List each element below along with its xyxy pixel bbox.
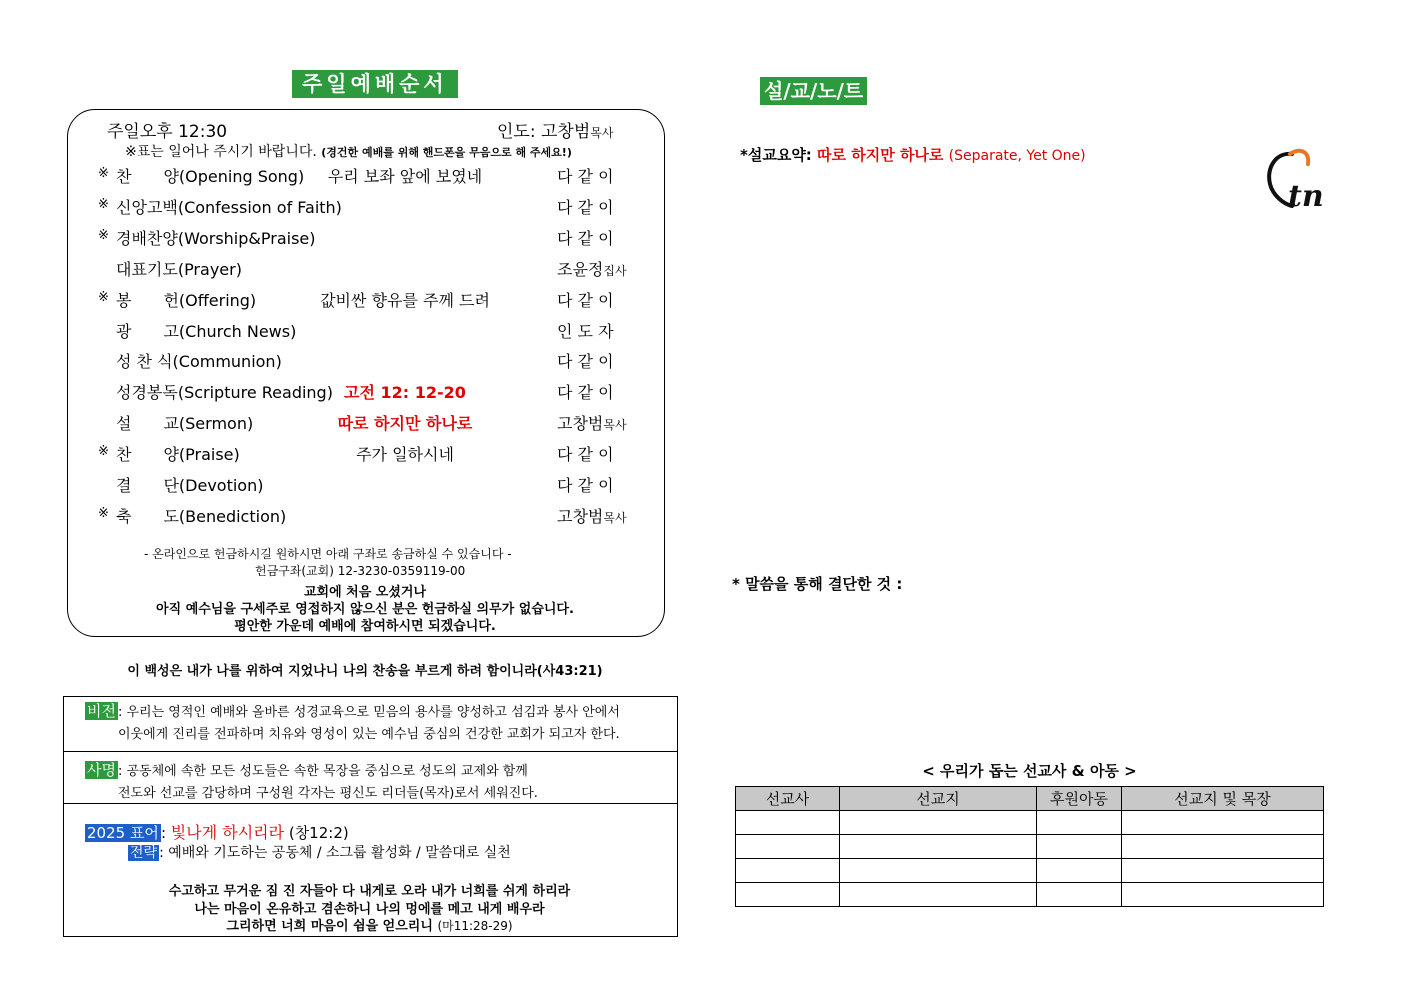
- leader-name: 다 같 이: [557, 198, 614, 217]
- table-header-cell: 후원아동: [1037, 787, 1122, 811]
- leader-name: 고창범: [540, 122, 591, 142]
- sermon-note-title: 설/교/노/트: [760, 77, 867, 105]
- order-item-name: 경배찬양(Worship&Praise): [116, 229, 316, 248]
- svg-text:tn: tn: [1288, 179, 1324, 214]
- stand-notice: [125, 141, 572, 161]
- vision-text-1: : 우리는 영적인 예배와 올바른 성경교육으로 믿음의 용사를 양성하고 섬김과 봉사 안에서: [117, 705, 620, 720]
- table-row: [736, 811, 1324, 835]
- table-cell[interactable]: [840, 859, 1037, 883]
- table-cell[interactable]: [1122, 859, 1324, 883]
- stand-mark: ※: [98, 506, 109, 521]
- order-item-content: 따로 하지만 하나로: [337, 414, 473, 433]
- table-cell[interactable]: [736, 835, 840, 859]
- table-cell[interactable]: [840, 811, 1037, 835]
- table-header-cell: 선교지: [840, 787, 1037, 811]
- vision-line-1: [85, 700, 620, 721]
- order-item-name: 성 찬 식(Communion): [116, 352, 282, 371]
- summary-title: 따로 하지만 하나로: [817, 146, 944, 164]
- order-item-leader: [557, 195, 614, 218]
- table-cell[interactable]: [1122, 811, 1324, 835]
- order-item-name: 성경봉독(Scripture Reading): [116, 383, 333, 402]
- table-cell[interactable]: [1122, 835, 1324, 859]
- order-item-leader: [557, 504, 627, 527]
- vision-label: 비전: [87, 702, 116, 720]
- order-item-name: 설 교(Sermon): [116, 414, 254, 433]
- table-cell[interactable]: [1122, 883, 1324, 907]
- stand-mark: ※: [98, 166, 109, 181]
- mission-text-1: : 공동체에 속한 모든 성도들은 속한 목장을 중심으로 성도의 교제와 함께: [117, 764, 528, 779]
- matthew-line-1: 수고하고 무거운 짐 진 자들아 다 내게로 오라 내가 너희를 쉬게 하리라: [168, 884, 571, 899]
- leader-title: 목사: [590, 126, 614, 140]
- table-cell[interactable]: [1037, 835, 1122, 859]
- table-cell[interactable]: [736, 811, 840, 835]
- order-item-name: 찬 양(Opening Song): [116, 167, 305, 186]
- leader-name: 다 같 이: [557, 291, 614, 310]
- order-item-leader: [557, 380, 614, 403]
- order-item-name: 봉 헌(Offering): [116, 291, 257, 310]
- summary-label: *설교요약:: [740, 146, 812, 164]
- leader-name: 고창범: [557, 414, 604, 433]
- leader-name: 다 같 이: [557, 476, 614, 495]
- order-item-name: 축 도(Benediction): [116, 507, 287, 526]
- stand-mark: ※: [98, 290, 109, 305]
- worship-order-title: 주일예배순서: [292, 70, 458, 98]
- table-cell[interactable]: [736, 883, 840, 907]
- order-item-content: 값비싼 향유를 주께 드려: [320, 291, 490, 310]
- table-header-cell: 선교사: [736, 787, 840, 811]
- order-item-leader: [557, 226, 614, 249]
- stand-notice-main: ※표는 일어나 주시기 바랍니다.: [125, 144, 317, 160]
- mission-line-2: 전도와 선교를 감당하며 구성원 각자는 평신도 리더들(목자)로서 세워진다.: [118, 786, 538, 801]
- order-item-leader: [557, 257, 627, 280]
- year-motto: 빛나게 하시리라: [170, 823, 285, 842]
- order-item-name: 대표기도(Prayer): [116, 260, 242, 279]
- order-item-leader: [557, 288, 614, 311]
- table-cell[interactable]: [840, 883, 1037, 907]
- welcome-line-3: 평안한 가운데 예배에 참여하시면 되겠습니다.: [234, 619, 496, 634]
- order-item-name: 광 고(Church News): [116, 322, 297, 341]
- year-ref: (창12:2): [288, 824, 349, 842]
- year-motto-line: [85, 820, 349, 843]
- order-item-content: 고전 12: 12-20: [344, 383, 466, 402]
- matthew-line-3: [63, 915, 676, 934]
- strategy-text: : 예배와 기도하는 공동체 / 소그룹 활성화 / 말씀대로 실천: [159, 845, 511, 861]
- leader-name: 다 같 이: [557, 167, 614, 186]
- missionary-table-body: [736, 811, 1324, 907]
- table-row: [736, 859, 1324, 883]
- stand-mark: ※: [98, 444, 109, 459]
- matthew-line-2: 나는 마음이 온유하고 겸손하니 나의 멍에를 메고 내게 배우라: [194, 902, 545, 917]
- table-header-cell: 선교지 및 목장: [1122, 787, 1324, 811]
- leader-label: 인도:: [497, 122, 536, 142]
- phone-notice: (경건한 예배를 위해 핸드폰을 무음으로 해 주세요!): [321, 146, 572, 159]
- missionary-table: [735, 786, 1324, 907]
- table-cell[interactable]: [1037, 811, 1122, 835]
- order-item-leader: [557, 473, 614, 496]
- table-row: [736, 835, 1324, 859]
- leader-name: 다 같 이: [557, 229, 614, 248]
- welcome-line-2: 아직 예수님을 구세주로 영접하지 않으신 분은 헌금하실 의무가 없습니다.: [156, 602, 574, 617]
- strategy-label: 전략: [130, 845, 158, 861]
- church-logo: [1262, 146, 1334, 218]
- order-item-content: 주가 일하시네: [356, 445, 454, 464]
- leader-title: 목사: [603, 418, 627, 432]
- table-cell[interactable]: [1037, 859, 1122, 883]
- table-cell[interactable]: [736, 859, 840, 883]
- service-time: 주일오후 12:30: [107, 122, 228, 142]
- leader-name: 다 같 이: [557, 352, 614, 371]
- missionary-table-header: [736, 787, 1324, 811]
- missionary-title: < 우리가 돕는 선교사 & 아동 >: [922, 762, 1137, 780]
- order-item-name: 찬 양(Praise): [116, 445, 240, 464]
- sermon-summary: [740, 144, 1086, 165]
- table-row: [736, 883, 1324, 907]
- order-item-leader: [557, 319, 614, 342]
- stand-mark: ※: [98, 197, 109, 212]
- leader-name: 다 같 이: [557, 383, 614, 402]
- order-item-leader: [557, 349, 614, 372]
- welcome-line-1: 교회에 처음 오셨거나: [303, 585, 427, 600]
- matthew-text-3: 그리하면 너희 마음이 쉼을 얻으리니: [226, 919, 433, 934]
- mission-line-1: [85, 759, 528, 780]
- order-item-name: 신앙고백(Confession of Faith): [116, 198, 342, 217]
- mission-label: 사명: [87, 761, 116, 779]
- leader-name: 고창범: [557, 507, 604, 526]
- leader-name: 조윤정: [557, 260, 604, 279]
- leader-title: 집사: [603, 264, 627, 278]
- order-item-name: 결 단(Devotion): [116, 476, 264, 495]
- year-sep: :: [160, 824, 166, 842]
- summary-en: (Separate, Yet One): [948, 148, 1086, 164]
- year-label: 2025 표어: [87, 824, 159, 842]
- table-cell[interactable]: [1037, 883, 1122, 907]
- strategy-line: [128, 842, 511, 862]
- order-item-leader: [557, 411, 627, 434]
- order-item-leader: [557, 442, 614, 465]
- leader-info: [497, 117, 613, 142]
- decision-label: * 말씀을 통해 결단한 것 :: [732, 575, 903, 593]
- vision-line-2: 이웃에게 진리를 전파하며 치유와 영성이 있는 예수님 중심의 건강한 교회가 되고자 한다.: [118, 727, 620, 742]
- leader-title: 목사: [603, 511, 627, 525]
- church-verse: 이 백성은 내가 나를 위하여 지었나니 나의 찬송을 부르게 하려 함이니라(사43:21): [127, 664, 603, 679]
- table-cell[interactable]: [840, 835, 1037, 859]
- matthew-ref: (마11:28-29): [437, 919, 513, 933]
- order-item-leader: [557, 164, 614, 187]
- online-note: - 온라인으로 헌금하시길 원하시면 아래 구좌로 송금하실 수 있습니다 -: [144, 547, 512, 561]
- account-info: 헌금구좌(교회) 12-3230-0359119-00: [255, 564, 466, 578]
- leader-name: 인 도 자: [557, 322, 614, 341]
- stand-mark: ※: [98, 228, 109, 243]
- leader-name: 다 같 이: [557, 445, 614, 464]
- order-item-content: 우리 보좌 앞에 보였네: [327, 167, 483, 186]
